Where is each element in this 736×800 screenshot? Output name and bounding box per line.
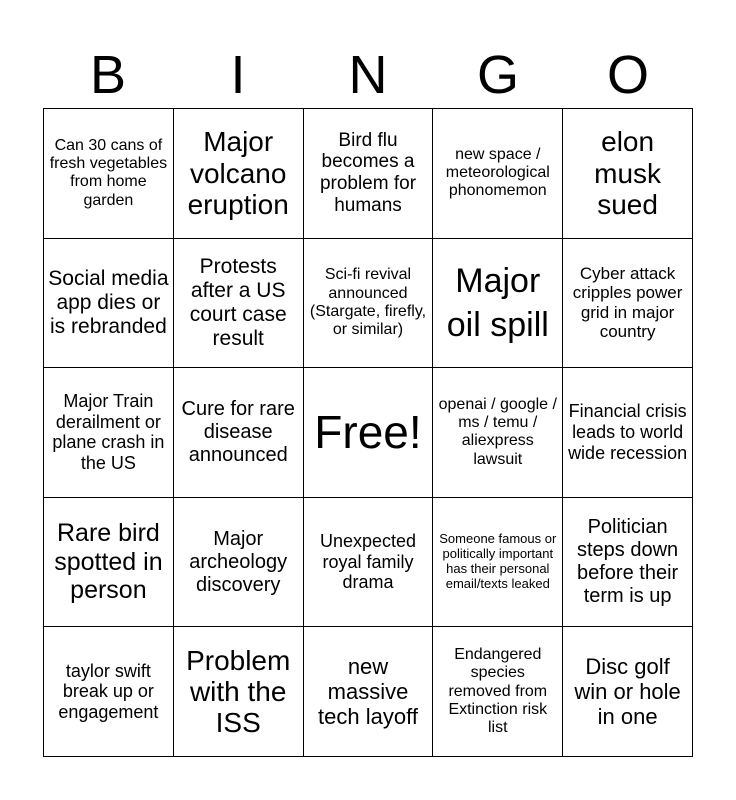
cell-text: Rare bird spotted in person — [54, 518, 163, 605]
cell-text: new space / meteorological phonomemon — [445, 145, 550, 200]
bingo-cell[interactable] — [304, 239, 434, 369]
bingo-cell[interactable] — [433, 368, 563, 498]
cell-text: new massive tech layoff — [318, 653, 418, 730]
bingo-cell[interactable] — [304, 498, 434, 628]
cell-text: Major oil spill — [446, 261, 549, 344]
cell-text: Bird flu becomes a problem for humans — [319, 129, 417, 217]
bingo-cell[interactable] — [174, 368, 304, 498]
cell-text: openai / google / ms / temu / aliexpress lawsuit — [438, 395, 557, 468]
header-letter-i: I — [230, 45, 246, 105]
cell-text: Cyber attack cripples power grid in major country — [572, 263, 683, 342]
bingo-cell[interactable] — [304, 627, 434, 757]
header-letter-o: O — [606, 45, 649, 105]
bingo-cell[interactable] — [44, 109, 174, 239]
bingo-cell[interactable] — [563, 368, 693, 498]
cell-text: Major Train derailment or plane crash in the US — [52, 391, 165, 474]
cell-text: Problem with the ISS — [186, 644, 291, 739]
cell-text: Can 30 cans of fresh vegetables from home garden — [49, 136, 168, 209]
bingo-cell[interactable] — [433, 239, 563, 369]
bingo-cell[interactable] — [563, 627, 693, 757]
cell-text: Major archeology discovery — [189, 527, 288, 596]
cell-text: Politician steps down before their term is up — [577, 516, 679, 608]
cell-text: Social media app dies or is rebranded — [48, 266, 169, 338]
header-letter-b: B — [89, 45, 127, 105]
bingo-cell[interactable] — [563, 498, 693, 628]
bingo-cell[interactable] — [433, 109, 563, 239]
bingo-cell[interactable] — [433, 498, 563, 628]
cell-text: Unexpected royal family drama — [319, 531, 417, 593]
cell-text: Disc golf win or hole in one — [574, 653, 681, 730]
bingo-cell[interactable] — [44, 498, 174, 628]
cell-text: Endangered species removed from Extinction risk list — [448, 645, 548, 737]
bingo-cell[interactable] — [44, 627, 174, 757]
cell-text: taylor swift break up or engagement — [58, 660, 159, 723]
cell-text: Protests after a US court case result — [189, 254, 287, 351]
cell-text: Financial crisis leads to world wide recession — [568, 401, 688, 463]
free-space[interactable] — [304, 368, 434, 498]
cell-text: Free! — [314, 406, 422, 459]
bingo-cell[interactable] — [563, 109, 693, 239]
cell-text: Major volcano eruption — [187, 126, 289, 220]
bingo-cell[interactable] — [44, 239, 174, 369]
bingo-cell[interactable] — [304, 109, 434, 239]
bingo-cell[interactable] — [563, 239, 693, 369]
cell-text: Cure for rare disease announced — [181, 397, 295, 466]
cell-text: Someone famous or politically important has their personal email/texts leaked — [439, 531, 557, 592]
bingo-cell[interactable] — [174, 498, 304, 628]
header-letter-g: G — [476, 45, 519, 105]
bingo-cell[interactable] — [174, 109, 304, 239]
cell-text: Sci-fi revival announced (Stargate, firefly, or similar) — [309, 266, 427, 339]
bingo-cell[interactable] — [174, 627, 304, 757]
cell-text: elon musk sued — [594, 126, 662, 220]
bingo-grid — [43, 108, 693, 757]
bingo-cell[interactable] — [433, 627, 563, 757]
header-letter-n: N — [348, 45, 388, 105]
bingo-cell[interactable] — [174, 239, 304, 369]
bingo-cell[interactable] — [44, 368, 174, 498]
bingo-header — [43, 42, 693, 108]
